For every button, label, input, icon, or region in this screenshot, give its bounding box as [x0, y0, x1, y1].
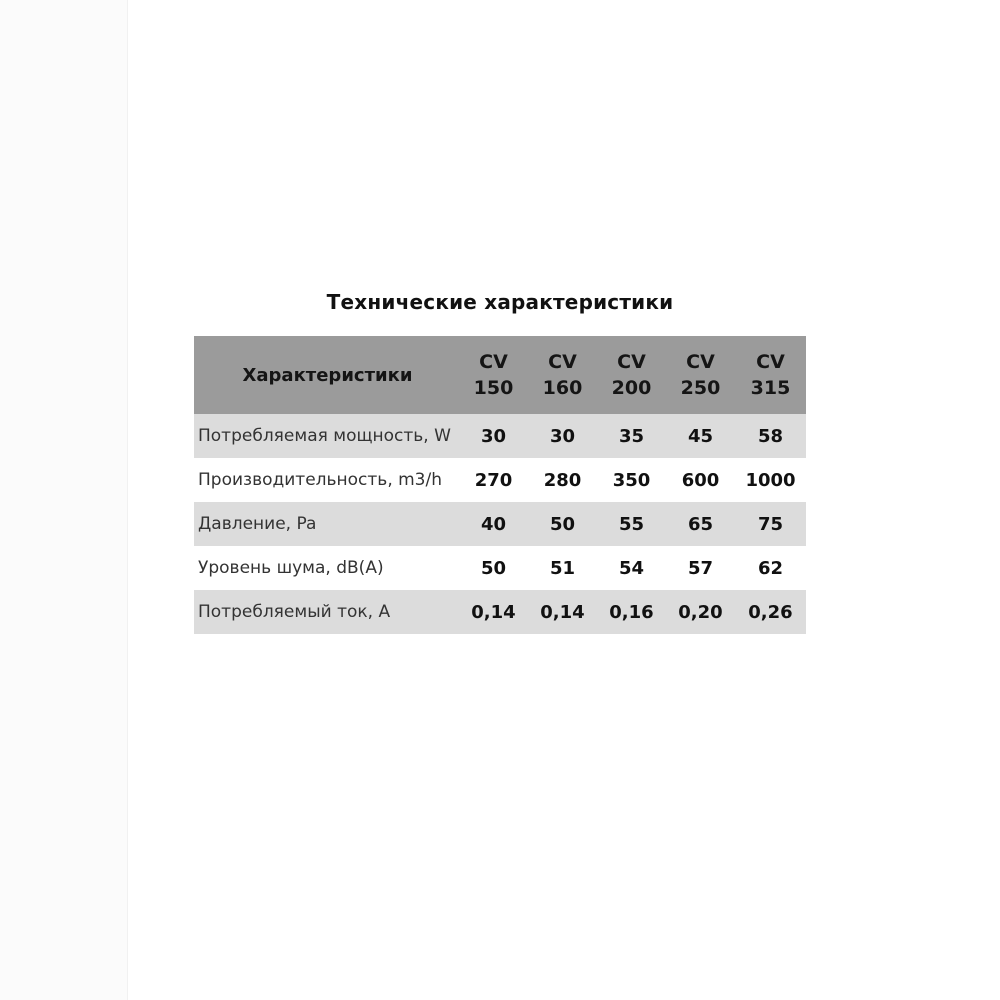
- cell-value: 0,26: [748, 601, 793, 623]
- cell-value: 270: [474, 469, 513, 491]
- cell-value: 45: [687, 425, 714, 447]
- model-prefix: CV: [686, 351, 715, 373]
- table-row-airflow: [194, 458, 806, 502]
- row-label: Уровень шума, dB(A): [198, 558, 384, 578]
- cell-value: 0,16: [609, 601, 654, 623]
- cell-value: 62: [757, 557, 784, 579]
- table-row-noise: [194, 546, 806, 590]
- cell-value: 280: [543, 469, 582, 491]
- document-title: Технические характеристики: [326, 290, 674, 314]
- row-label: Производительность, m3/h: [198, 470, 443, 490]
- table-row-pressure: [194, 502, 806, 546]
- cell-value: 75: [757, 513, 784, 535]
- cell-value: 1000: [745, 469, 796, 491]
- model-size: 250: [680, 377, 721, 399]
- cell-value: 50: [480, 557, 507, 579]
- column-header-model: [597, 336, 666, 414]
- cell-value: 30: [480, 425, 507, 447]
- table-header-row: [194, 336, 806, 414]
- model-size: 160: [542, 377, 583, 399]
- cell-value: 0,20: [678, 601, 723, 623]
- table-row-current: [194, 590, 806, 634]
- cell-value: 57: [687, 557, 714, 579]
- cell-value: 50: [549, 513, 576, 535]
- column-header-model: [735, 336, 806, 414]
- column-header-model: [459, 336, 528, 414]
- cell-value: 51: [549, 557, 576, 579]
- model-prefix: CV: [479, 351, 508, 373]
- cell-value: 600: [681, 469, 720, 491]
- page-margin-strip: [0, 0, 128, 1000]
- row-label: Потребляемая мощность, W: [198, 426, 451, 446]
- model-prefix: CV: [617, 351, 646, 373]
- cell-value: 65: [687, 513, 714, 535]
- row-label: Давление, Pa: [198, 514, 317, 534]
- cell-value: 0,14: [540, 601, 585, 623]
- column-header-characteristics: Характеристики: [242, 364, 413, 386]
- cell-value: 58: [757, 425, 784, 447]
- cell-value: 350: [612, 469, 651, 491]
- cell-value: 35: [618, 425, 645, 447]
- model-prefix: CV: [756, 351, 785, 373]
- model-size: 200: [611, 377, 652, 399]
- column-header-model: [528, 336, 597, 414]
- cell-value: 0,14: [471, 601, 516, 623]
- column-header-model: [666, 336, 735, 414]
- cell-value: 55: [618, 513, 645, 535]
- cell-value: 40: [480, 513, 507, 535]
- model-size: 150: [473, 377, 514, 399]
- table-row-power: [194, 414, 806, 458]
- model-prefix: CV: [548, 351, 577, 373]
- cell-value: 54: [618, 557, 645, 579]
- model-size: 315: [750, 377, 791, 399]
- row-label: Потребляемый ток, А: [198, 602, 391, 622]
- specifications-table: [194, 336, 806, 634]
- cell-value: 30: [549, 425, 576, 447]
